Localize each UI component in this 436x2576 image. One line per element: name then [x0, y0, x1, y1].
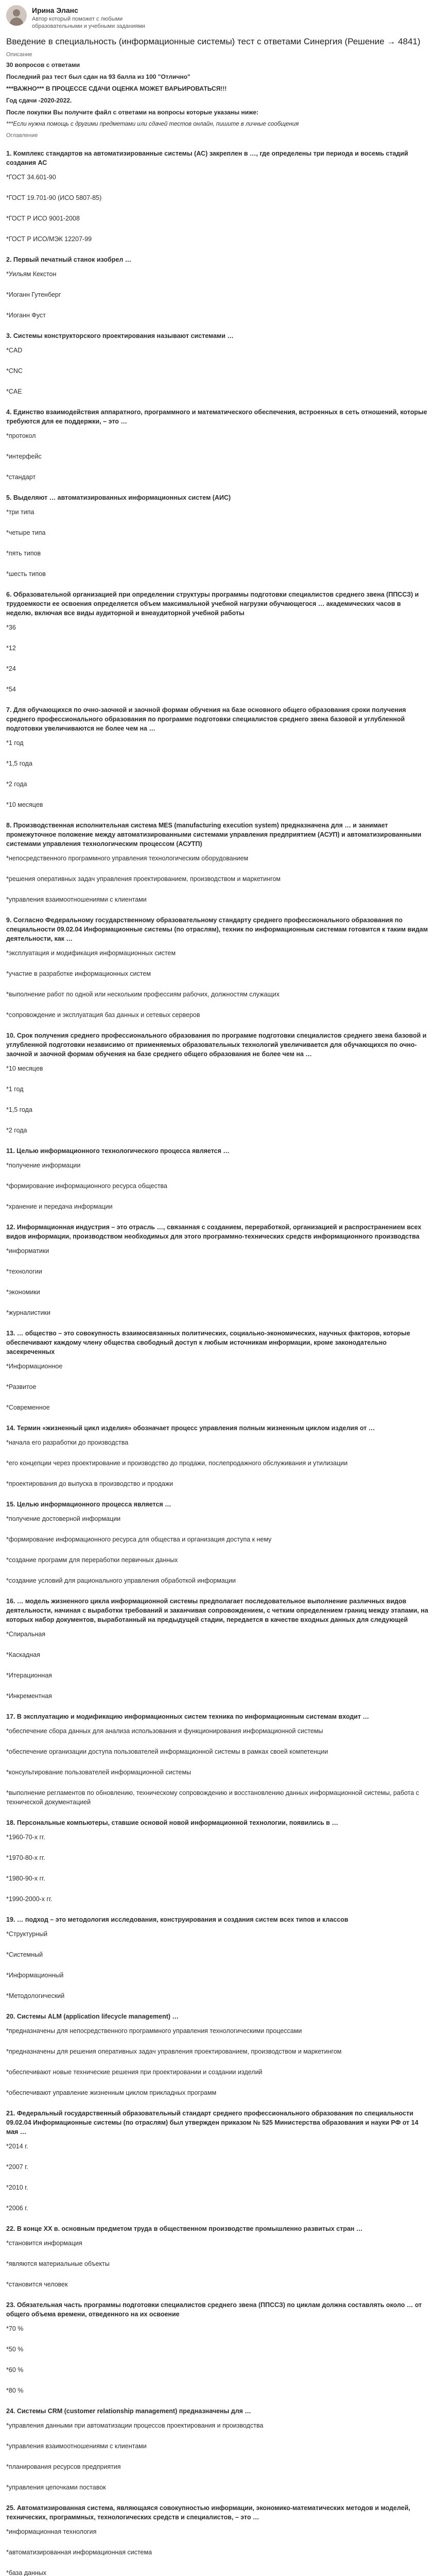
question-block	[6, 493, 429, 579]
answer-option: *80 %	[6, 2387, 24, 2394]
answer-option: *сопровождение и эксплуатация баз данных и сетевых серверов	[6, 1011, 200, 1019]
answer-option: *три типа	[6, 509, 34, 516]
answer-option: *Итерационная	[6, 1672, 52, 1679]
question-block	[6, 1500, 429, 1585]
question-title: 22. В конце XX в. основным предметом труда в общественном производстве промышленно развитых стран …	[6, 2225, 363, 2232]
author-tagline: Автор который поможет с любыми образовательными и учебными заданиями	[32, 16, 145, 29]
avatar	[6, 5, 27, 26]
question-block	[6, 408, 429, 482]
question-title: 19. … подход – это методология исследования, конструирования и создания систем всех типов и классов	[6, 1916, 348, 1923]
answer-option: *протокол	[6, 432, 36, 439]
answer-option: *60 %	[6, 2366, 24, 2374]
question-title: 5. Выделяют … автоматизированных информационных систем (АИС)	[6, 494, 231, 501]
answer-option: *технологии	[6, 1268, 42, 1275]
answer-option: *1 год	[6, 1086, 24, 1093]
answer-option: *становится информация	[6, 2240, 82, 2247]
toc-label: Оглавление	[6, 132, 38, 139]
question-block	[6, 916, 429, 1020]
answer-option: *экономики	[6, 1289, 40, 1296]
answer-option: *информационная технология	[6, 2528, 97, 2535]
question-title: 10. Срок получения среднего профессионального образования по программе подготовки специалистов среднего звена базовой и углубленной подготовки независимо от применяемых образовательных технологий увеличивается для обучающихся по очно-заочной и заочной формам обучения на базе среднего общего образования не более чем на …	[6, 1032, 427, 1058]
answer-option: *формирование информационного ресурса для общества и организация доступа к нему	[6, 1536, 272, 1543]
answer-option: *интерфейс	[6, 453, 42, 460]
question-title: 13. … общество – это совокупность взаимосвязанных политических, социально-экономических, научных факторов, которые обеспечивают каждому члену общества свободный доступ к любым источникам информации, кроме законодательно засекреченных	[6, 1330, 410, 1355]
question-block	[6, 590, 429, 694]
question-title: 4. Единство взаимодействия аппаратного, программного и математического обеспечения, встроенных в сеть отношений, которые требуются для ее поддержки, – это …	[6, 409, 427, 425]
question-title: 18. Персональные компьютеры, ставшие основой новой информационной технологии, появились в …	[6, 1819, 338, 1826]
question-title: 23. Обязательная часть программы подготовки специалистов среднего звена (ППССЗ) по циклам должна составлять около … от общего объема времени, отведенного на их освоение	[6, 2301, 422, 2318]
question-title: 12. Информационная индустрия – это отрасль …, связанная с созданием, переработкой, организацией и распространением всех видов информации, производством необходимых для этого программно-технических средств информационного производства	[6, 1224, 422, 1240]
answer-option: *планирования ресурсов предприятия	[6, 2463, 121, 2470]
answer-option: *обеспечивают управление жизненным циклом прикладных программ	[6, 2089, 217, 2096]
answer-option: *2007 г.	[6, 2163, 28, 2171]
answer-option: *управления взаимоотношениями с клиентами	[6, 2443, 147, 2450]
answer-option: *обеспечение сбора данных для анализа использования и функционирования информационной системы	[6, 1727, 323, 1735]
question-block	[6, 2224, 429, 2289]
author-header	[6, 5, 429, 30]
answer-option: *ГОСТ 34.601-90	[6, 174, 56, 181]
question-block	[6, 2503, 429, 2576]
answer-option: *2006 г.	[6, 2205, 28, 2212]
answer-option: *непосредственного программного управления технологическим оборудованием	[6, 855, 249, 862]
answer-option: *24	[6, 665, 16, 672]
question-title: 6. Образовательной организацией при определении структуры программы подготовки специалистов среднего звена (ППССЗ) и трудоемкости ее освоения определяется объем максимальной учебной нагрузки обучающегося … академических часов в неделю, включая все виды аудиторной и внеаудиторной учебной работы	[6, 591, 419, 617]
question-title: 11. Целью информационного технологического процесса является …	[6, 1147, 230, 1155]
answer-option: *участие в разработке информационных систем	[6, 970, 151, 977]
question-block	[6, 1031, 429, 1135]
answer-option: *CNC	[6, 367, 23, 375]
question-title: 1. Комплекс стандартов на автоматизированные системы (АС) закреплен в …, где определены три периода и восемь стадий создания АС	[6, 150, 408, 166]
answer-option: *CAE	[6, 388, 22, 395]
answer-option: *1 год	[6, 739, 24, 747]
person-icon	[6, 5, 27, 26]
after-purchase-note: После покупки Вы получите файл с ответами на вопросы которые указаны ниже:	[6, 109, 259, 116]
question-block	[6, 1223, 429, 1317]
question-block	[6, 1329, 429, 1412]
answer-option: *Развитое	[6, 1383, 37, 1391]
question-block	[6, 2300, 429, 2395]
question-title: 14. Термин «жизненный цикл изделия» обозначает процесс управления полным жизненным циклом изделия от …	[6, 1425, 375, 1432]
answer-option: *2014 г.	[6, 2143, 28, 2150]
answer-option: *четыре типа	[6, 529, 46, 536]
answer-option: *1990-2000-х гг.	[6, 1895, 53, 1903]
answer-option: *эксплуатация и модификация информационных систем	[6, 950, 176, 957]
answer-option: *Спиральная	[6, 1631, 45, 1638]
last-score: Последний раз тест был сдан на 93 балла из 100 "Отлично"	[6, 73, 190, 80]
question-title: 9. Согласно Федеральному государственному образовательному стандарту среднего профессионального образования по специальности 09.02.04 Информационные системы (по отраслям), техник по информационным системам готовится к таким видам деятельности, как …	[6, 917, 428, 942]
answer-option: *пять типов	[6, 550, 41, 557]
answer-option: *Уильям Кекстон	[6, 270, 57, 278]
answer-option: *консультирование пользователей информационной системы	[6, 1769, 191, 1776]
answer-option: *стандарт	[6, 473, 36, 481]
answer-option: *2 года	[6, 781, 27, 788]
answer-option: *шесть типов	[6, 570, 46, 578]
answer-option: *1,5 года	[6, 1106, 32, 1113]
answer-option: *управления данными при автоматизации процессов проектирования и производства	[6, 2422, 264, 2429]
question-block	[6, 2406, 429, 2492]
author-info	[32, 5, 161, 30]
answer-option: *обеспечивают новые технические решения при проектировании и создании изделий	[6, 2069, 263, 2076]
answer-option: *54	[6, 686, 16, 693]
answer-option: *начала его разработки до производства	[6, 1439, 129, 1446]
answer-option: *получение информации	[6, 1162, 81, 1169]
answer-option: *70 %	[6, 2325, 24, 2332]
question-list	[6, 149, 429, 2576]
answer-option: *ГОСТ 19.701-90 (ИСО 5807-85)	[6, 194, 102, 201]
answer-option: *создание программ для переработки первичных данных	[6, 1556, 178, 1564]
answer-option: *Системный	[6, 1951, 43, 1958]
answer-option: *Современное	[6, 1404, 50, 1411]
question-title: 17. В эксплуатацию и модификацию информационных систем техника по информационным системам входит …	[6, 1713, 370, 1720]
answer-option: *база данных	[6, 2569, 46, 2576]
question-block	[6, 1818, 429, 1904]
answer-option: *Структурный	[6, 1930, 48, 1938]
answer-option: *50 %	[6, 2346, 24, 2353]
question-title: 24. Системы CRM (customer relationship management) предназначены для …	[6, 2408, 251, 2415]
year-note: Год сдачи -2020-2022.	[6, 97, 72, 104]
answer-option: *предназначены для непосредственного программного управления технологическими процессами	[6, 2027, 302, 2035]
question-block	[6, 331, 429, 396]
answer-option: *управления цепочками поставок	[6, 2484, 106, 2491]
question-title: 7. Для обучающихся по очно-заочной и заочной формам обучения на базе основного общего образования сроки получения среднего профессионального образования по программе подготовки специалистов среднего звена базовой и углубленной подготовки увеличиваются не более чем на …	[6, 706, 406, 732]
question-title: 15. Целью информационного процесса является …	[6, 1501, 171, 1508]
answer-option: *информатики	[6, 1247, 49, 1255]
answer-option: *получение достоверной информации	[6, 1515, 121, 1522]
question-block	[6, 2012, 429, 2097]
answer-option: *журналистики	[6, 1309, 50, 1316]
question-title: 8. Производственная исполнительная система MES (manufacturing execution system) предназначена для … и занимает промежуточное положение между автоматизированными системами управления предприятием (АСУП) и автоматизированными системами управления технологическим процессом (АСУТП)	[6, 822, 422, 848]
answer-option: *проектирования до выпуска в производство и продажи	[6, 1480, 173, 1487]
answer-option: *Инкрементная	[6, 1692, 52, 1700]
answer-option: *10 месяцев	[6, 1065, 43, 1072]
question-title: 21. Федеральный государственный образовательный стандарт среднего профессионального образования по специальности 09.02.04 Информационные системы (по отраслям) был утвержден приказом № 525 Министерства образования и науки РФ от 14 мая …	[6, 2110, 418, 2136]
answer-option: *2010 г.	[6, 2184, 28, 2191]
answer-option: *Информационный	[6, 1972, 64, 1979]
answer-option: *автоматизированная информационная система	[6, 2549, 152, 2556]
answer-option: *Иоганн Гутенберг	[6, 291, 61, 298]
help-note: ***Если нужна помощь с другими предметами или сдачей тестов онлайн, пишите в личные сообщения	[6, 121, 299, 127]
answer-option: *управления взаимоотношениями с клиентами	[6, 896, 147, 903]
question-title: 25. Автоматизированная система, являющаяся совокупностью информации, экономико-математических методов и моделей, технических, программных, технологических средств и специалистов, – это …	[6, 2504, 410, 2521]
question-block	[6, 149, 429, 244]
question-block	[6, 255, 429, 320]
question-block	[6, 1146, 429, 1211]
answer-option: *10 месяцев	[6, 801, 43, 808]
question-block	[6, 1597, 429, 1701]
answer-option: *его концепции через проектирование и производство до продажи, послепродажного обслуживания и утилизации	[6, 1460, 348, 1467]
question-block	[6, 1712, 429, 1807]
question-block	[6, 821, 429, 904]
answer-option: *являются материальные объекты	[6, 2260, 110, 2267]
answer-option: *Каскадная	[6, 1651, 40, 1658]
question-block	[6, 1915, 429, 2001]
answer-option: *1980-90-х гг.	[6, 1875, 45, 1882]
question-title: 20. Системы ALM (application lifecycle management) …	[6, 2013, 179, 2020]
answer-option: *становится человек	[6, 2281, 68, 2288]
question-block	[6, 705, 429, 809]
answer-option: *12	[6, 645, 16, 652]
answer-option: *ГОСТ Р ИСО 9001-2008	[6, 215, 80, 222]
answer-option: *1,5 года	[6, 760, 32, 767]
answer-option: *решения оперативных задач управления проектированием, производством и маркетингом	[6, 875, 281, 883]
important-note: ***ВАЖНО*** В ПРОЦЕССЕ СДАЧИ ОЦЕНКА МОЖЕТ ВАРЬИРОВАТЬСЯ!!!	[6, 85, 227, 92]
answer-option: *Информационное	[6, 1363, 63, 1370]
answer-option: *создание условий для рационального управления обработкой информации	[6, 1577, 236, 1584]
answer-option: *CAD	[6, 347, 23, 354]
answer-option: *1960-70-х гг.	[6, 1834, 45, 1841]
answer-option: *предназначены для решения оперативных задач управления проектированием, производством и маркетингом	[6, 2048, 342, 2055]
answer-option: *выполнение регламентов по обновлению, техническому сопровождению и восстановлению данных информационной системы, работа с технической документацией	[6, 1789, 420, 1806]
question-block	[6, 2109, 429, 2213]
answer-option: *формирование информационного ресурса общества	[6, 1182, 168, 1190]
answer-option: *Иоганн Фуст	[6, 312, 46, 319]
answer-option: *ГОСТ Р ИСО/МЭК 12207-99	[6, 235, 92, 243]
answer-option: *хранение и передача информации	[6, 1203, 113, 1210]
page-title: Введение в специальность (информационные системы) тест с ответами Синергия (Решение → 4841)	[6, 37, 421, 46]
description-label: Описание	[6, 52, 32, 58]
answer-option: *Методологический	[6, 1992, 65, 1999]
question-title: 3. Системы конструкторского проектирования называют системами …	[6, 332, 234, 340]
author-name: Ирина Эланс	[32, 6, 78, 14]
question-title: 2. Первый печатный станок изобрел …	[6, 256, 132, 263]
answer-option: *36	[6, 624, 16, 631]
questions-count: 30 вопросов с ответами	[6, 61, 80, 69]
answer-option: *выполнение работ по одной или нескольким профессиям рабочих, должностям служащих	[6, 991, 280, 998]
answer-option: *2 года	[6, 1127, 27, 1134]
answer-option: *1970-80-х гг.	[6, 1854, 45, 1861]
question-block	[6, 1423, 429, 1488]
question-title: 16. … модель жизненного цикла информационной системы предполагает последовательное выполнение различных видов деятельности, начиная с выработки требований и заканчивая сопровождением, с четким определением границ между этапами, на которых набор документов, выработанный на предыдущей стадии, передается в качестве входных данных для следующей	[6, 1598, 428, 1623]
answer-option: *обеспечение организации доступа пользователей информационной системы в рамках своей компетенции	[6, 1748, 328, 1755]
